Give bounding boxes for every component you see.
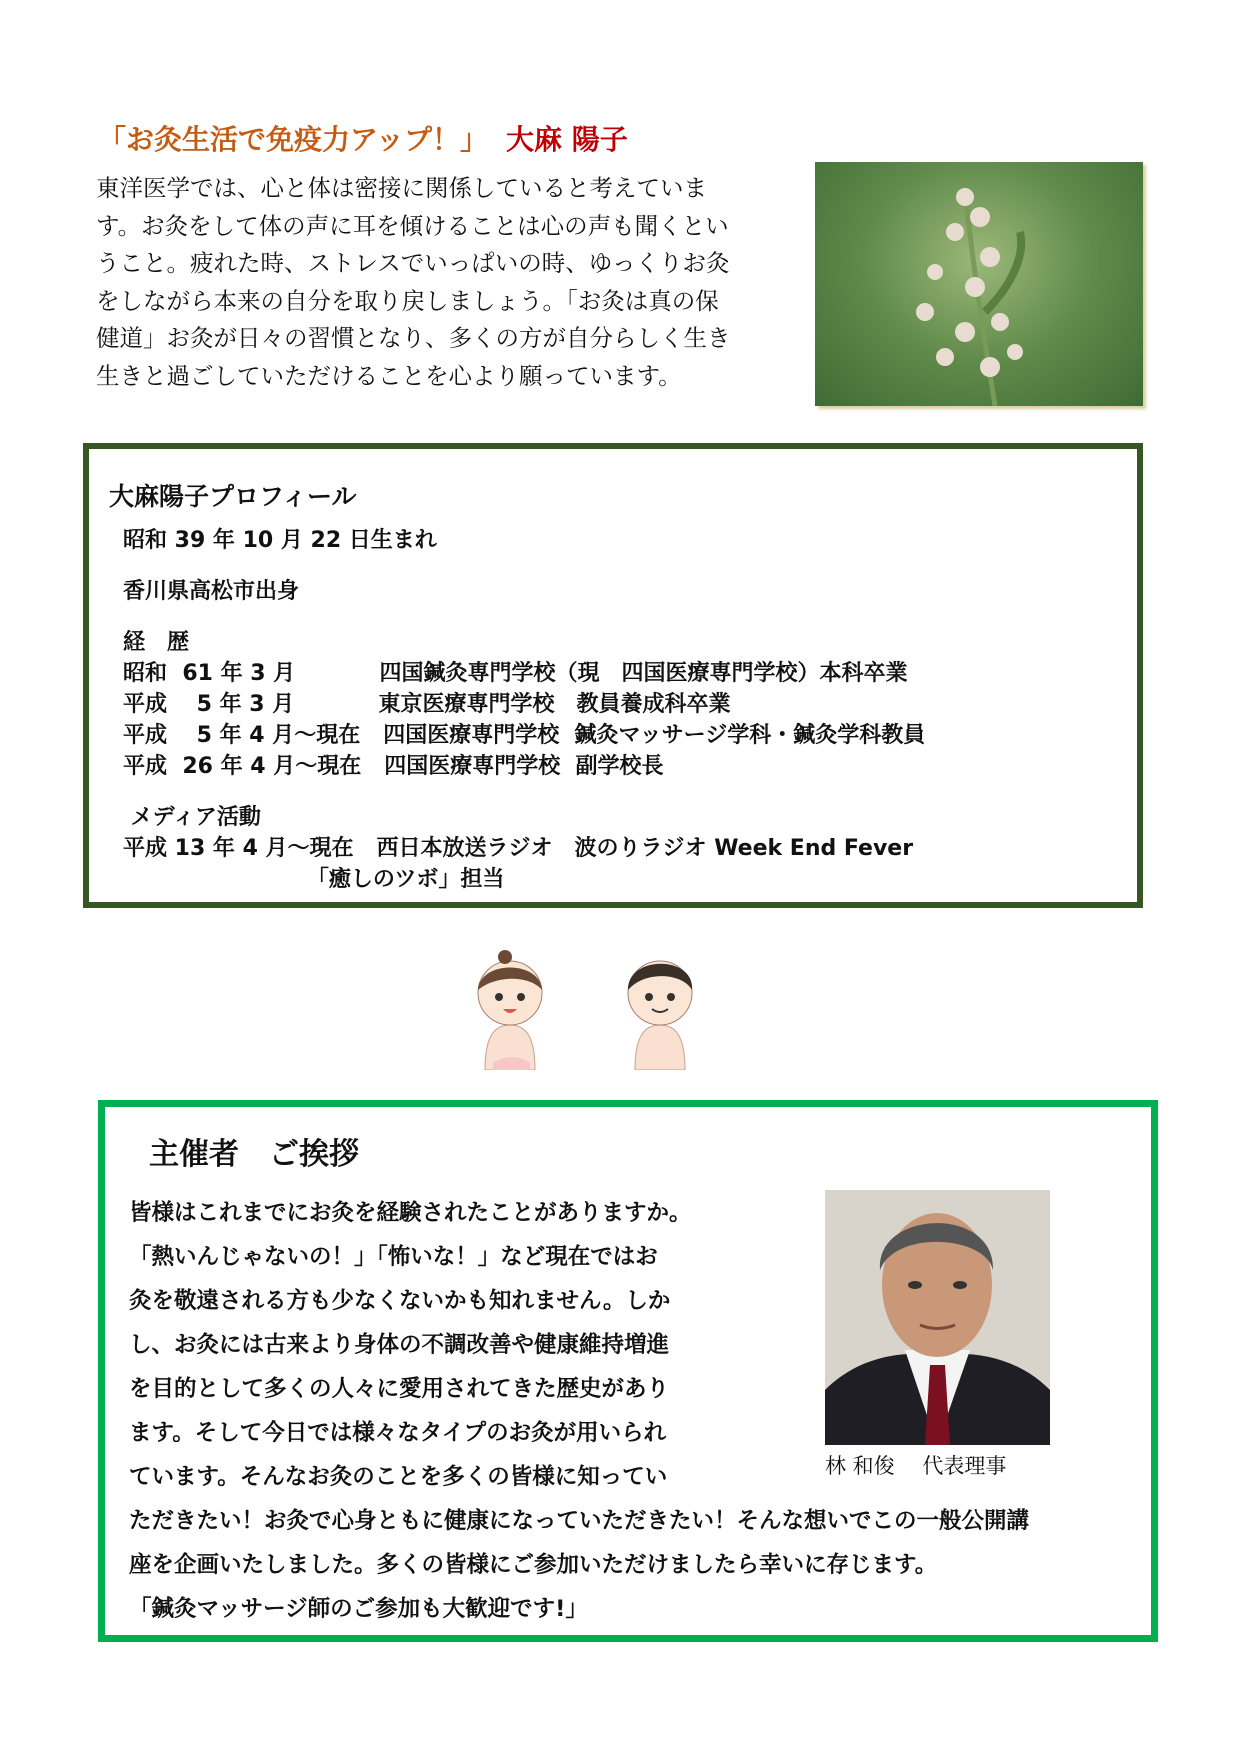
profile-title: 大麻陽子プロフィール [109,482,357,511]
career-item: 平成 5 年 4 月～現在 四国医療専門学校 鍼灸マッサージ学科・鍼灸学科教員 [123,723,926,748]
career-item: 平成 5 年 3 月 東京医療専門学校 教員養成科卒業 [123,692,731,717]
media-label: メディア活動 [123,805,261,830]
greeting-line: 座を企画いたしました。多くの皆様にご参加いただけましたら幸いに存じます。 [129,1552,938,1578]
intro-line: す。お灸をして体の声に耳を傾けることは心の声も聞くとい [96,211,729,240]
intro-line: 東洋医学では、心と体は密接に関係していると考えていま [96,174,707,202]
title-text: 「お灸生活で免疫力アップ！」 [98,123,489,156]
greeting-line: ます。そして今日では様々なタイプのお灸が用いられ [129,1420,667,1446]
intro-paragraph [96,170,796,395]
greeting-line: を目的として多くの人々に愛用されてきた歴史があり [129,1376,670,1402]
profile-box [83,443,1143,908]
career-label: 経 歴 [123,630,190,655]
greeting-line: 「鍼灸マッサージ師のご参加も大歓迎です!」 [129,1596,588,1622]
greeting-line: し、お灸には古来より身体の不調改善や健康維持増進 [129,1332,670,1358]
profile-birth: 昭和 39 年 10 月 22 日生まれ [123,528,437,553]
greeting-line: 灸を敬遠される方も少なくないかも知れません。しか [129,1288,671,1314]
greeting-title: 主催者 ご挨拶 [149,1137,359,1172]
career-item: 平成 26 年 4 月～現在 四国医療専門学校 副学校長 [123,754,664,779]
author-name: 大麻 陽子 [506,123,628,156]
intro-line: 生きと過ごしていただけることを心より願っています。 [96,361,682,390]
mugwort-photo [815,162,1143,406]
article-title [98,118,628,158]
portrait-image [825,1190,1050,1445]
greeting-line: 皆様はこれまでにお灸を経験されたことがありますか。 [129,1200,692,1226]
intro-line: 健道」お灸が日々の習慣となり、多くの方が自分らしく生き [96,324,731,352]
intro-line: うこと。疲れた時、ストレスでいっぱいの時、ゆっくりお灸 [96,249,730,277]
representative-photo [825,1190,1050,1445]
intro-line: をしながら本来の自分を取り戻しましょう。「お灸は真の保 [96,286,719,315]
career-item: 昭和 61 年 3 月 四国鍼灸専門学校（現 四国医療専門学校）本科卒業 [123,661,908,686]
profile-origin: 香川県高松市出身 [123,579,300,604]
media-item: 「癒しのツボ」担当 [123,867,505,892]
moxa-characters-illustration [455,945,735,1070]
photo-caption: 林 和俊 代表理事 [825,1454,1007,1478]
greeting-line: ただきたい！お灸で心身ともに健康になっていただきたい！そんな想いでこの一般公開講 [129,1508,1030,1534]
greeting-line: 「熱いんじゃないの！」「怖いな！」など現在ではお [129,1244,658,1270]
girl-character-icon [478,950,542,1070]
media-item: 平成 13 年 4 月～現在 西日本放送ラジオ 波のりラジオ Week End Fever [123,836,914,861]
boy-character-icon [628,961,692,1070]
mugwort-plant-image [815,162,1143,406]
greeting-line: ています。そんなお灸のことを多くの皆様に知ってい [129,1464,668,1490]
